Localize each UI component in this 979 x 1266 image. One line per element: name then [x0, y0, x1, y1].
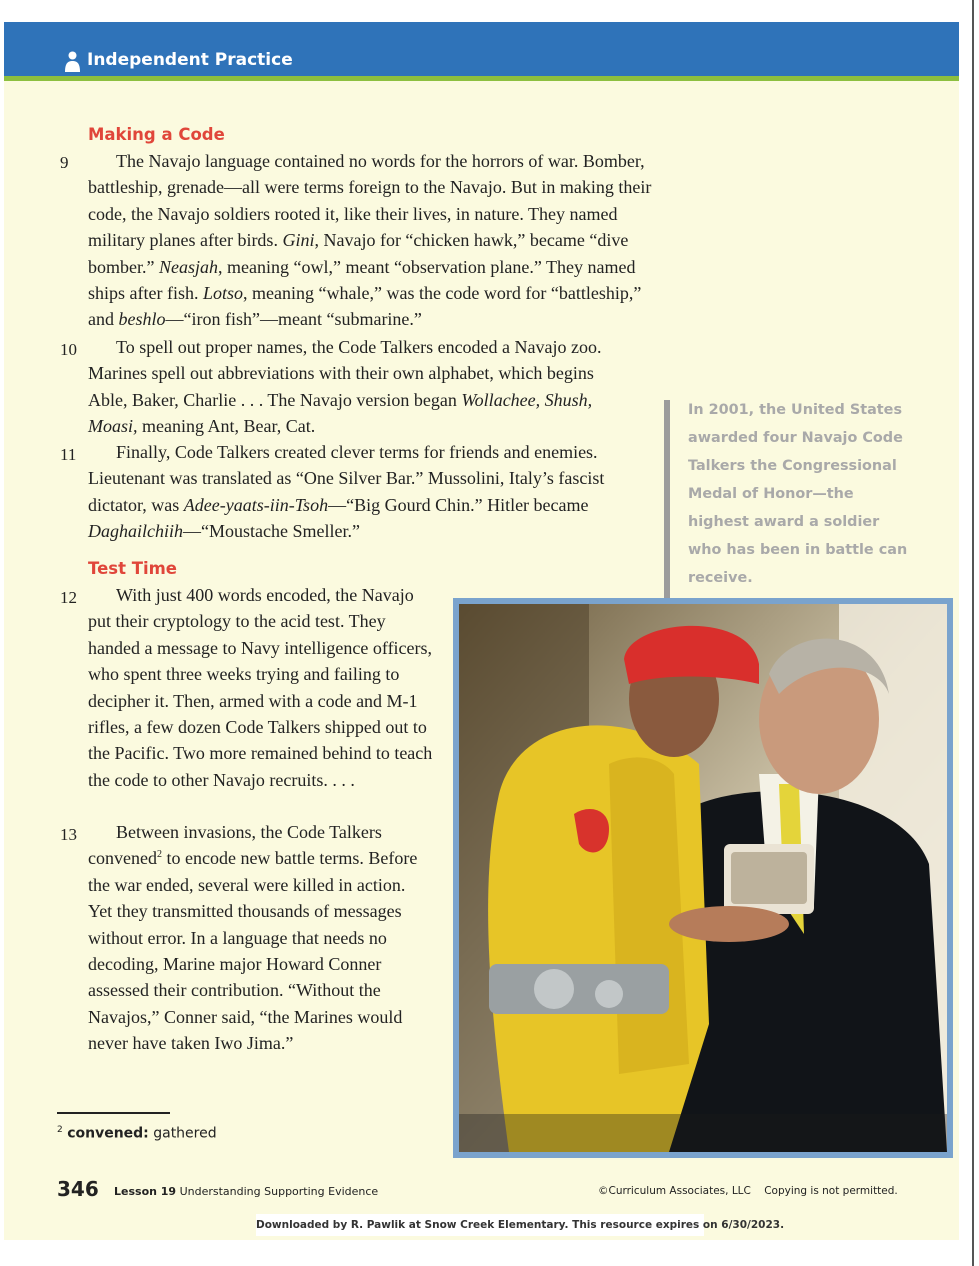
paragraph-9: The Navajo language contained no words for the horrors of war. Bomber, battleship, grenade—all were terms foreign to the Navajo. But in making their code, the Navajo soldiers rooted it, like their lives, in nature. They named military planes after birds. Gini, Navajo for “chicken hawk,” became “dive bomber.” Neasjah, meaning “owl,” meant “observation plane.” They named ships after fish. Lotso, meaning “whale,” was the code word for “battleship,” and beshlo—“iron fish”—meant “submarine.”: [88, 151, 652, 330]
sidebar-rule: [664, 400, 670, 600]
paragraph-number-11: 11: [60, 445, 77, 464]
page-number: 346: [57, 1177, 99, 1201]
heading-making-a-code: Making a Code: [88, 125, 225, 144]
sidenote: In 2001, the United States awarded four Navajo Code Talkers the Congressional Medal of Honor—the highest award a soldier who has been in battle can receive.: [688, 402, 908, 586]
student-icon: [64, 51, 81, 73]
scan-edge: [972, 0, 974, 1266]
paragraph-11: Finally, Code Talkers created clever terms for friends and enemies. Lieutenant was translated as “One Silver Bar.” Mussolini, Italy’s fascist dictator, was Adee-yaats-iin-Tsoh—“Big Gourd Chin.” Hitler became Daghailchiih—“Moustache Smeller.”: [88, 442, 605, 542]
footnote-rule: [57, 1112, 170, 1114]
paragraph-number-13: 13: [60, 825, 77, 844]
copyright-notice: ©Curriculum Associates, LLC Copying is not permitted.: [598, 1185, 898, 1197]
paragraph-10: To spell out proper names, the Code Talkers encoded a Navajo zoo. Marines spell out abbreviations with their own alphabet, which begins Able, Baker, Charlie . . . The Navajo version began Wollachee, Shush, Moasi, meaning Ant, Bear, Cat.: [88, 337, 602, 437]
photo-frame: [453, 598, 953, 1158]
paragraph-13: Between invasions, the Code Talkers convened$^2$ to encode new battle terms. Before the war ended, several were killed in action. Yet they transmitted thousands of messages without error. In a language that needs no decoding, Marine major Howard Conner assessed their contribution. “Without the Navajos,” Conner said, “the Marines would never have taken Iwo Jima.”: [88, 822, 418, 1054]
lesson-label: Lesson 19 Understanding Supporting Evidence: [114, 1185, 379, 1198]
download-notice: Downloaded by R. Pawlik at Snow Creek Elementary. This resource expires on 6/30/2023.: [256, 1214, 704, 1236]
paragraph-number-12: 12: [60, 588, 77, 607]
footnote-reference: 2: [156, 849, 162, 861]
paragraph-12: With just 400 words encoded, the Navajo put their cryptology to the acid test. They handed a message to Navy intelligence officers, who spent three weeks trying and failing to decipher it. Then, armed with a code and M-1 rifles, a few dozen Code Talkers shipped out to the Pacific. Two more remained behind to teach the code to other Navajo recruits. . . .: [88, 585, 433, 790]
section-title: Independent Practice: [87, 50, 293, 70]
paragraph-number-10: 10: [60, 340, 77, 359]
footnote: $^2$ convened: gathered: [57, 1125, 217, 1142]
photo-medal-ceremony: [459, 604, 947, 1152]
paragraph-number-9: 9: [60, 153, 69, 172]
heading-test-time: Test Time: [88, 559, 178, 578]
